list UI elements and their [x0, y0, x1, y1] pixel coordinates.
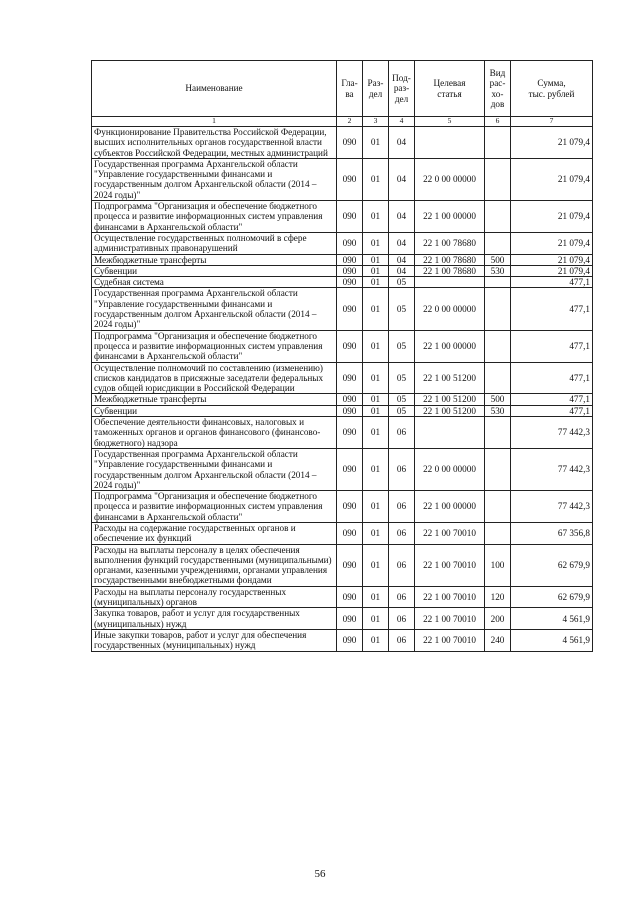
- cell-name: Расходы на содержание государственных органов и обеспечение их функций: [92, 522, 337, 544]
- cell-subsection: 04: [389, 127, 415, 159]
- cell-target: 22 1 00 70010: [415, 544, 485, 586]
- cell-amount: 477,1: [511, 362, 593, 394]
- header-section: Раз- дел: [363, 61, 389, 117]
- page-number: 56: [314, 868, 326, 880]
- cell-target: 22 1 00 00000: [415, 330, 485, 362]
- cell-chapter: 090: [337, 544, 363, 586]
- col-number: 6: [485, 117, 511, 127]
- cell-chapter: 090: [337, 288, 363, 330]
- table-row: [92, 544, 593, 586]
- cell-section: 01: [363, 394, 389, 405]
- cell-section: 01: [363, 277, 389, 288]
- cell-amount: 21 079,4: [511, 254, 593, 265]
- cell-subsection: 04: [389, 201, 415, 233]
- cell-target: 22 1 00 51200: [415, 362, 485, 394]
- table-row: [92, 158, 593, 200]
- cell-exp-type: [485, 201, 511, 233]
- cell-section: 01: [363, 608, 389, 630]
- cell-exp-type: 530: [485, 265, 511, 276]
- col-number: 1: [92, 117, 337, 127]
- cell-name: Подпрограмма "Организация и обеспечение бюджетного процесса и развитие информационных систем управления финансами в Архангельской области": [92, 201, 337, 233]
- cell-target: 22 1 00 70010: [415, 629, 485, 651]
- cell-subsection: 06: [389, 629, 415, 651]
- cell-section: 01: [363, 158, 389, 200]
- cell-exp-type: [485, 362, 511, 394]
- cell-exp-type: [485, 232, 511, 254]
- cell-amount: 477,1: [511, 277, 593, 288]
- table-row: [92, 127, 593, 159]
- cell-amount: 67 356,8: [511, 522, 593, 544]
- cell-exp-type: 500: [485, 394, 511, 405]
- cell-target: 22 0 00 00000: [415, 448, 485, 490]
- cell-section: 01: [363, 288, 389, 330]
- table-row: [92, 232, 593, 254]
- cell-amount: 4 561,9: [511, 608, 593, 630]
- cell-target: 22 1 00 78680: [415, 254, 485, 265]
- cell-name: Подпрограмма "Организация и обеспечение бюджетного процесса и развитие информационных систем управления финансами в Архангельской области": [92, 491, 337, 523]
- cell-amount: 21 079,4: [511, 232, 593, 254]
- cell-name: Функционирование Правительства Российской Федерации, высших исполнительных органов государственной власти субъектов Российской Федерации, местных администраций: [92, 127, 337, 159]
- col-number: 5: [415, 117, 485, 127]
- cell-chapter: 090: [337, 522, 363, 544]
- cell-amount: 77 442,3: [511, 491, 593, 523]
- cell-name: Межбюджетные трансферты: [92, 394, 337, 405]
- cell-chapter: 090: [337, 394, 363, 405]
- col-number: 2: [337, 117, 363, 127]
- cell-exp-type: 530: [485, 405, 511, 416]
- cell-name: Подпрограмма "Организация и обеспечение бюджетного процесса и развитие информационных систем управления финансами в Архангельской области": [92, 330, 337, 362]
- cell-exp-type: [485, 522, 511, 544]
- cell-subsection: 05: [389, 277, 415, 288]
- cell-subsection: 04: [389, 158, 415, 200]
- cell-amount: 21 079,4: [511, 158, 593, 200]
- cell-amount: 477,1: [511, 394, 593, 405]
- cell-chapter: 090: [337, 201, 363, 233]
- cell-section: 01: [363, 127, 389, 159]
- table-row: [92, 491, 593, 523]
- cell-section: 01: [363, 586, 389, 608]
- cell-subsection: 05: [389, 288, 415, 330]
- cell-target: [415, 417, 485, 449]
- cell-amount: 77 442,3: [511, 417, 593, 449]
- col-number: 3: [363, 117, 389, 127]
- cell-target: 22 0 00 00000: [415, 288, 485, 330]
- cell-target: 22 1 00 00000: [415, 201, 485, 233]
- cell-subsection: 06: [389, 522, 415, 544]
- cell-name: Осуществление государственных полномочий в сфере административных правонарушений: [92, 232, 337, 254]
- budget-table: [91, 60, 593, 652]
- cell-chapter: 090: [337, 629, 363, 651]
- cell-section: 01: [363, 491, 389, 523]
- cell-chapter: 090: [337, 265, 363, 276]
- cell-exp-type: 120: [485, 586, 511, 608]
- cell-section: 01: [363, 522, 389, 544]
- cell-name: Расходы на выплаты персоналу в целях обеспечения выполнения функций государственными (муниципальными) органами, казенными учреждениями, органами управления государственными внебюджетными фондами: [92, 544, 337, 586]
- cell-subsection: 06: [389, 448, 415, 490]
- cell-name: Обеспечение деятельности финансовых, налоговых и таможенных органов и органов финансового (финансово-бюджетного) надзора: [92, 417, 337, 449]
- cell-subsection: 06: [389, 417, 415, 449]
- cell-section: 01: [363, 417, 389, 449]
- cell-exp-type: [485, 448, 511, 490]
- cell-chapter: 090: [337, 330, 363, 362]
- header-exp-type: Вид рас- хо- дов: [485, 61, 511, 117]
- cell-exp-type: 200: [485, 608, 511, 630]
- col-number: 4: [389, 117, 415, 127]
- header-target: Целевая статья: [415, 61, 485, 117]
- col-number: 7: [511, 117, 593, 127]
- cell-section: 01: [363, 232, 389, 254]
- cell-section: 01: [363, 330, 389, 362]
- header-chapter: Гла- ва: [337, 61, 363, 117]
- cell-subsection: 06: [389, 544, 415, 586]
- cell-chapter: 090: [337, 417, 363, 449]
- table-row: [92, 330, 593, 362]
- cell-subsection: 06: [389, 491, 415, 523]
- cell-exp-type: [485, 330, 511, 362]
- cell-exp-type: 500: [485, 254, 511, 265]
- table-row: [92, 201, 593, 233]
- cell-name: Государственная программа Архангельской области "Управление государственными финансами и государственным долгом Архангельской области (2014 – 2024 годы)": [92, 288, 337, 330]
- cell-target: 22 1 00 70010: [415, 586, 485, 608]
- cell-name: Государственная программа Архангельской области "Управление государственными финансами и государственным долгом Архангельской области (2014 – 2024 годы)": [92, 448, 337, 490]
- cell-section: 01: [363, 254, 389, 265]
- header-name: Наименование: [92, 61, 337, 117]
- table-row: [92, 362, 593, 394]
- cell-target: 22 1 00 70010: [415, 608, 485, 630]
- cell-chapter: 090: [337, 608, 363, 630]
- cell-amount: 477,1: [511, 330, 593, 362]
- cell-name: Осуществление полномочий по составлению (изменению) списков кандидатов в присяжные заседатели федеральных судов общей юрисдикции в Российской Федерации: [92, 362, 337, 394]
- cell-chapter: 090: [337, 158, 363, 200]
- cell-chapter: 090: [337, 362, 363, 394]
- cell-section: 01: [363, 448, 389, 490]
- cell-name: Судебная система: [92, 277, 337, 288]
- header-subsection: Под- раз- дел: [389, 61, 415, 117]
- cell-exp-type: 100: [485, 544, 511, 586]
- cell-section: 01: [363, 362, 389, 394]
- cell-section: 01: [363, 201, 389, 233]
- cell-chapter: 090: [337, 127, 363, 159]
- cell-subsection: 05: [389, 405, 415, 416]
- cell-subsection: 05: [389, 362, 415, 394]
- cell-exp-type: 240: [485, 629, 511, 651]
- cell-target: [415, 277, 485, 288]
- cell-amount: 77 442,3: [511, 448, 593, 490]
- cell-name: Закупка товаров, работ и услуг для государственных (муниципальных) нужд: [92, 608, 337, 630]
- table-row: [92, 288, 593, 330]
- cell-chapter: 090: [337, 232, 363, 254]
- table-header-row: [92, 61, 593, 117]
- cell-target: 22 1 00 51200: [415, 405, 485, 416]
- cell-target: 22 0 00 00000: [415, 158, 485, 200]
- table-row: [92, 277, 593, 288]
- cell-name: Государственная программа Архангельской области "Управление государственными финансами и государственным долгом Архангельской области (2014 – 2024 годы)": [92, 158, 337, 200]
- cell-exp-type: [485, 158, 511, 200]
- cell-name: Иные закупки товаров, работ и услуг для обеспечения государственных (муниципальных) нужд: [92, 629, 337, 651]
- cell-section: 01: [363, 544, 389, 586]
- cell-chapter: 090: [337, 254, 363, 265]
- table-row: [92, 417, 593, 449]
- cell-amount: 21 079,4: [511, 127, 593, 159]
- cell-subsection: 04: [389, 254, 415, 265]
- cell-subsection: 04: [389, 265, 415, 276]
- cell-amount: 62 679,9: [511, 544, 593, 586]
- cell-name: Субвенции: [92, 265, 337, 276]
- cell-amount: 21 079,4: [511, 265, 593, 276]
- table-row: [92, 254, 593, 265]
- table-row: [92, 608, 593, 630]
- cell-chapter: 090: [337, 586, 363, 608]
- cell-target: 22 1 00 70010: [415, 522, 485, 544]
- cell-section: 01: [363, 265, 389, 276]
- cell-name: Межбюджетные трансферты: [92, 254, 337, 265]
- cell-subsection: 06: [389, 608, 415, 630]
- cell-target: 22 1 00 51200: [415, 394, 485, 405]
- cell-exp-type: [485, 288, 511, 330]
- cell-exp-type: [485, 127, 511, 159]
- cell-amount: 477,1: [511, 405, 593, 416]
- cell-target: 22 1 00 78680: [415, 265, 485, 276]
- cell-subsection: 05: [389, 330, 415, 362]
- table-row: [92, 448, 593, 490]
- cell-amount: 21 079,4: [511, 201, 593, 233]
- cell-target: [415, 127, 485, 159]
- table-row: [92, 522, 593, 544]
- cell-name: Расходы на выплаты персоналу государственных (муниципальных) органов: [92, 586, 337, 608]
- cell-amount: 4 561,9: [511, 629, 593, 651]
- table-row: [92, 394, 593, 405]
- cell-subsection: 04: [389, 232, 415, 254]
- cell-section: 01: [363, 629, 389, 651]
- cell-chapter: 090: [337, 448, 363, 490]
- cell-chapter: 090: [337, 277, 363, 288]
- cell-chapter: 090: [337, 491, 363, 523]
- cell-exp-type: [485, 417, 511, 449]
- table-row: [92, 586, 593, 608]
- cell-exp-type: [485, 277, 511, 288]
- cell-target: 22 1 00 00000: [415, 491, 485, 523]
- table-row: [92, 265, 593, 276]
- table-row: [92, 629, 593, 651]
- cell-subsection: 05: [389, 394, 415, 405]
- cell-amount: 477,1: [511, 288, 593, 330]
- cell-chapter: 090: [337, 405, 363, 416]
- cell-amount: 62 679,9: [511, 586, 593, 608]
- cell-name: Субвенции: [92, 405, 337, 416]
- cell-target: 22 1 00 78680: [415, 232, 485, 254]
- column-number-row: [92, 117, 593, 127]
- cell-subsection: 06: [389, 586, 415, 608]
- cell-section: 01: [363, 405, 389, 416]
- header-amount: Сумма, тыс. рублей: [511, 61, 593, 117]
- table-row: [92, 405, 593, 416]
- cell-exp-type: [485, 491, 511, 523]
